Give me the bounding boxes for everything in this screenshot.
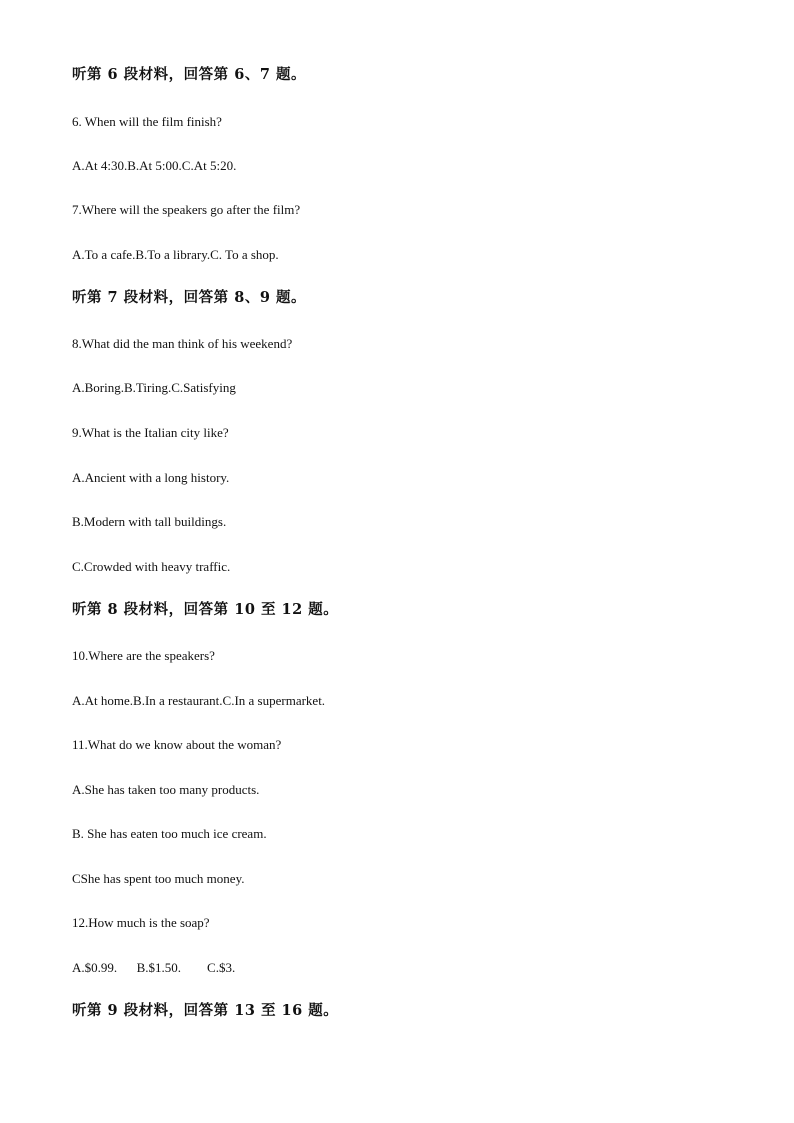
question-options: A.Boring.B.Tiring.C.Satisfying: [72, 380, 236, 395]
question-option: B.Modern with tall buildings.: [72, 514, 227, 529]
section-heading: 听第 9 段材料，回答第 13 至 16 题。: [72, 1002, 339, 1019]
question-option: C.Crowded with heavy traffic.: [72, 559, 231, 574]
section-heading: 听第 7 段材料，回答第 8、9 题。: [72, 289, 306, 306]
question-option: A.She has taken too many products.: [72, 782, 260, 797]
question-options: A.At 4:30.B.At 5:00.C.At 5:20.: [72, 158, 237, 173]
question-stem: 7.Where will the speakers go after the film?: [72, 202, 301, 217]
question-option: CShe has spent too much money.: [72, 871, 245, 886]
question-stem: 11.What do we know about the woman?: [72, 737, 282, 752]
question-option: A.Ancient with a long history.: [72, 470, 230, 485]
question-options: A.At home.B.In a restaurant.C.In a supermarket.: [72, 693, 326, 708]
question-stem: 10.Where are the speakers?: [72, 648, 215, 663]
question-stem: 8.What did the man think of his weekend?: [72, 336, 293, 351]
question-stem: 12.How much is the soap?: [72, 915, 210, 930]
question-stem: 9.What is the Italian city like?: [72, 425, 229, 440]
question-options: A.To a cafe.B.To a library.C. To a shop.: [72, 247, 279, 262]
question-options: A.$0.99. B.$1.50. C.$3.: [72, 960, 236, 975]
question-option: B. She has eaten too much ice cream.: [72, 826, 267, 841]
section-heading: 听第 6 段材料，回答第 6、7 题。: [72, 66, 306, 83]
question-stem: 6. When will the film finish?: [72, 114, 222, 129]
section-heading: 听第 8 段材料，回答第 10 至 12 题。: [72, 601, 339, 618]
